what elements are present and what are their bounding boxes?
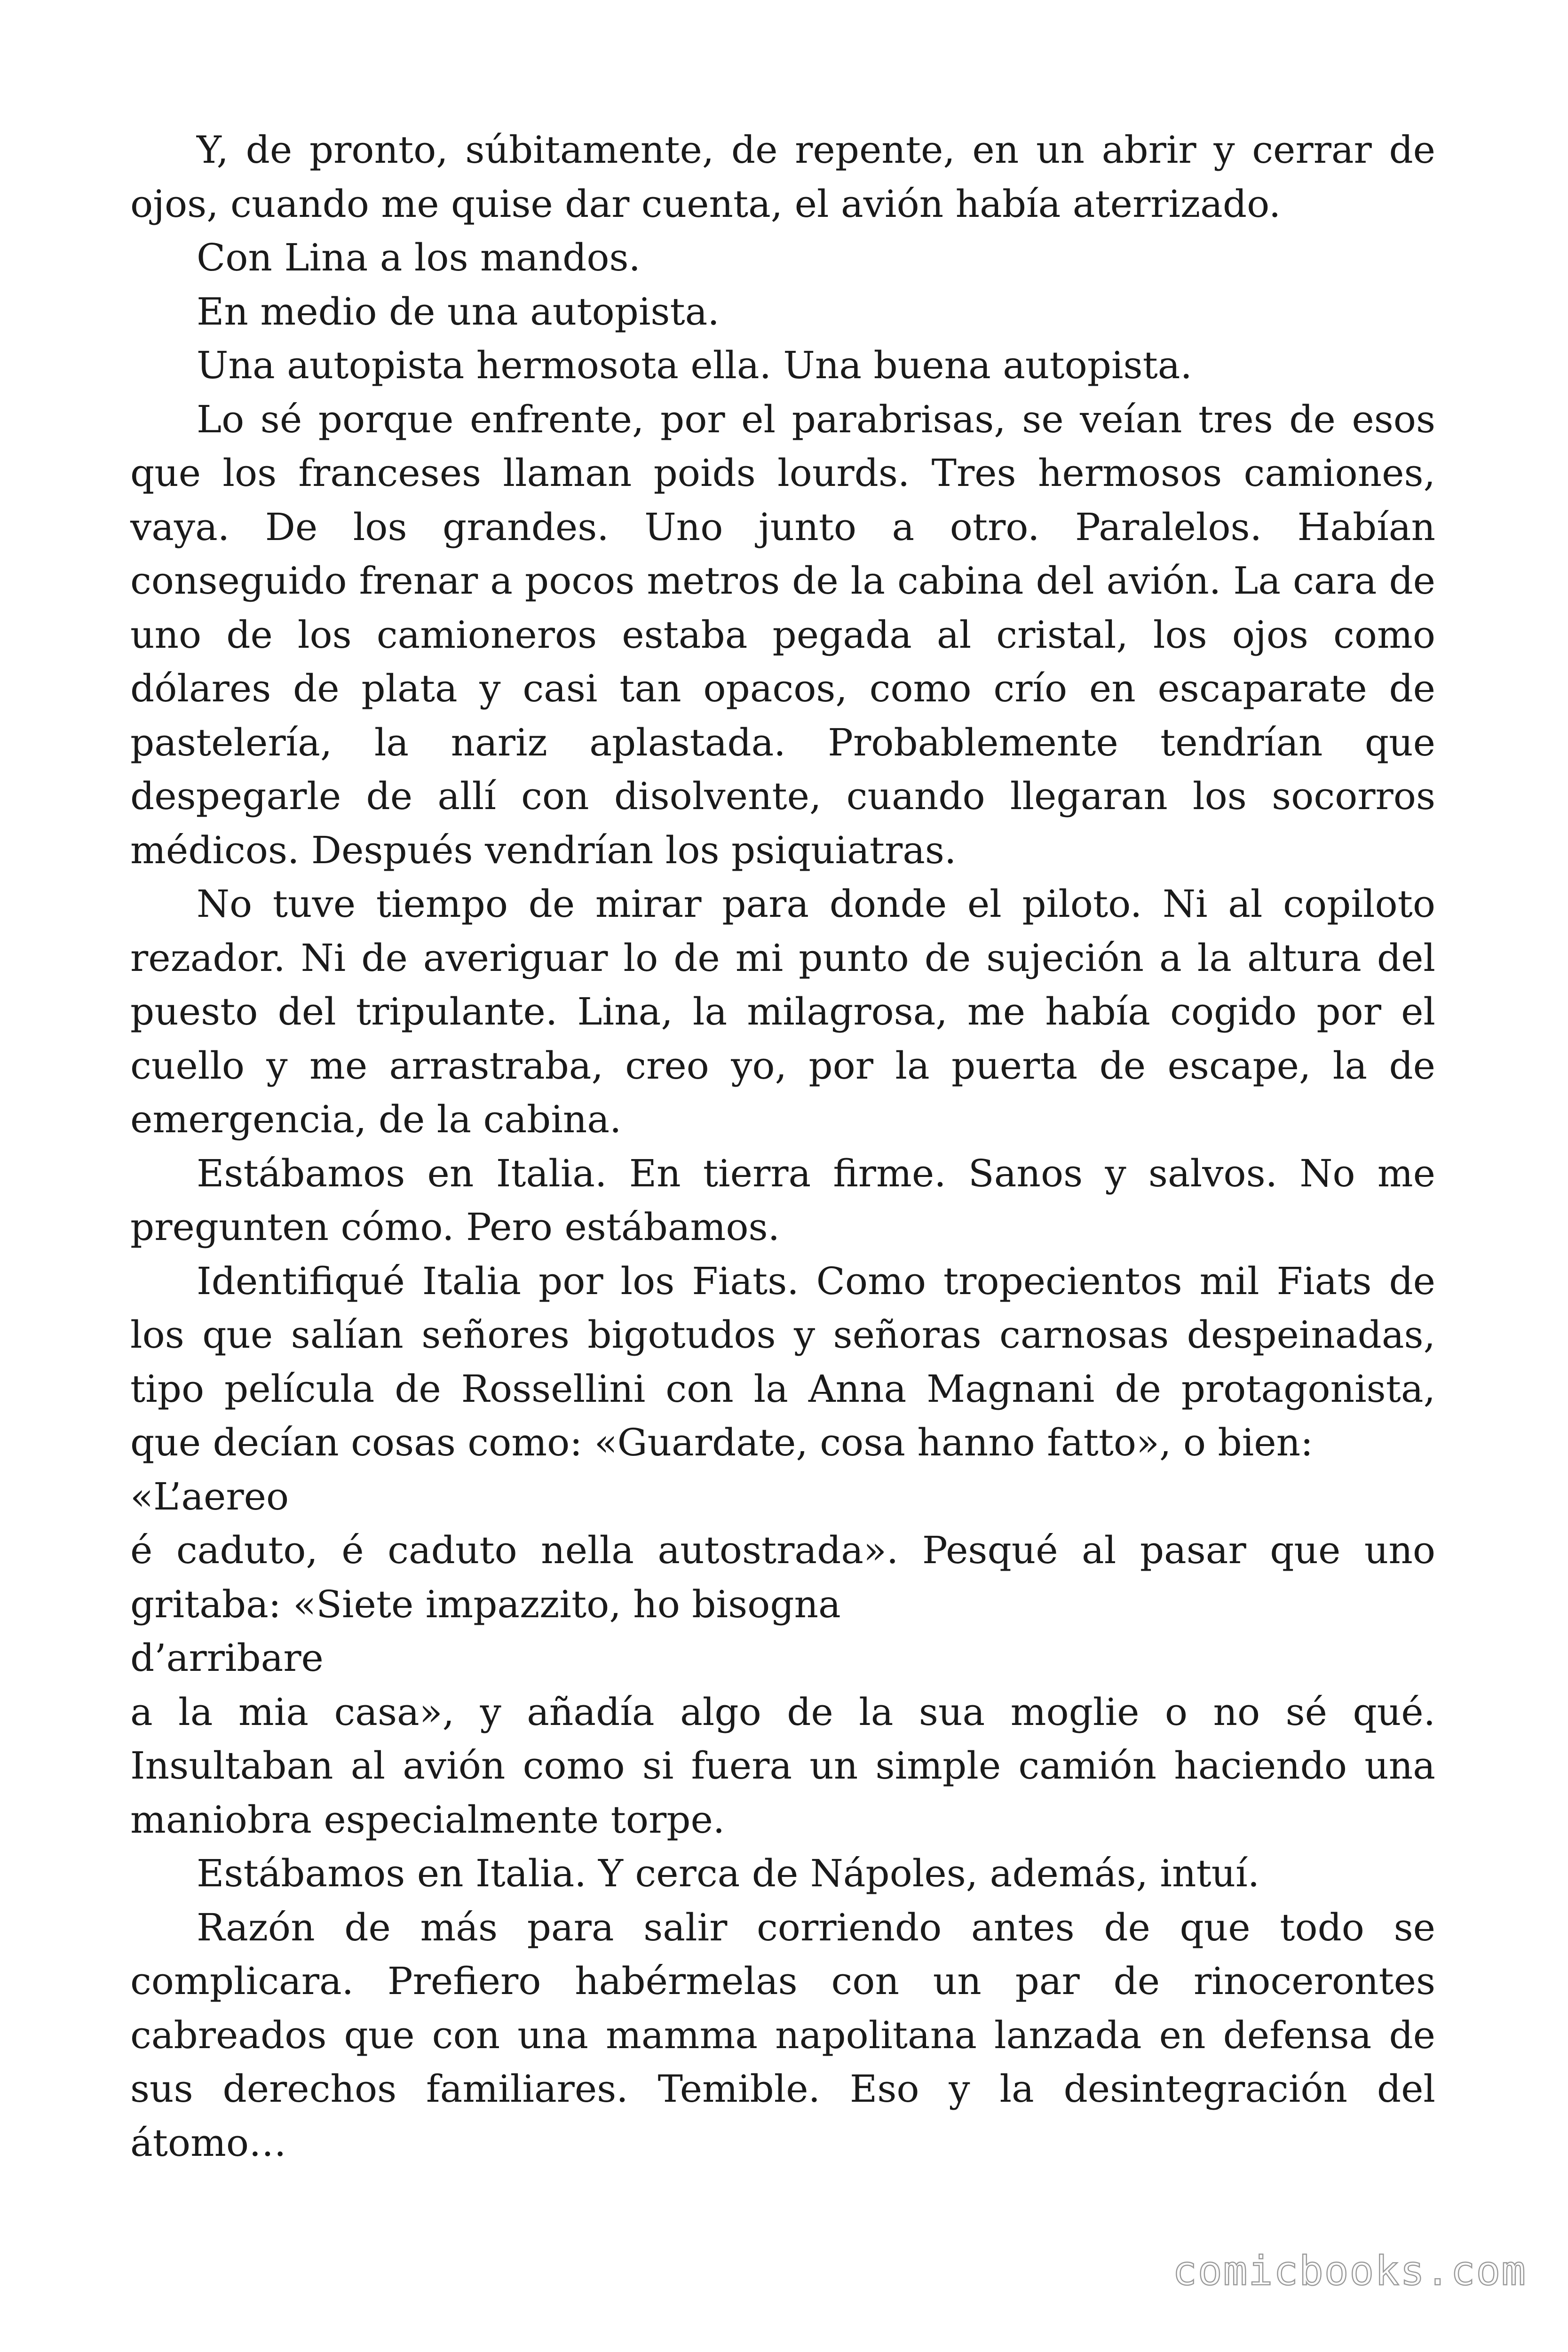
paragraph: d’arribare: [130, 1636, 324, 1680]
paragraph: Estábamos en Italia. Y cerca de Nápoles, además, intuí.: [197, 1851, 1260, 1895]
paragraph: «L’aereo: [130, 1474, 289, 1518]
paragraph: Lo sé porque enfrente, por el parabrisas, se veían tres de esos que los franceses llaman poids lourds. Tres hermosos camiones, vaya. De los grandes. Uno junto a otro. Paralelos. Habían conseguido frenar a pocos metros de la cabina del avión. La cara de uno de los camioneros estaba pegada al cristal, los ojos como dólares de plata y casi tan opacos, como crío en escaparate de pastelería, la nariz aplastada. Probablemente tendrían que despegarle de allí con disolvente, cuando llegaran los socorros médicos. Después vendrían los psiquiatras.: [130, 397, 1435, 872]
paragraph: Una autopista hermosota ella. Una buena autopista.: [197, 343, 1192, 387]
paragraph: Con Lina a los mandos.: [197, 236, 641, 279]
watermark-text: comicbooks.com: [1172, 2248, 1527, 2295]
paragraph: No tuve tiempo de mirar para donde el piloto. Ni al copiloto rezador. Ni de averiguar lo de mi punto de sujeción a la altura del puesto del tripulante. Lina, la milagrosa, me había cogido por el cuello y me arrastraba, creo yo, por la puerta de escape, la de emergencia, de la cabina.: [130, 882, 1435, 1141]
paragraph: Estábamos en Italia. En tierra firme. Sanos y salvos. No me pregunten cómo. Pero estábamos.: [130, 1151, 1435, 1249]
paragraph: Razón de más para salir corriendo antes de que todo se complicara. Prefiero habérmelas con un par de rinocerontes cabreados que con una mamma napolitana lanzada en defensa de sus derechos familiares. Temible. Eso y la desintegración del átomo…: [130, 1905, 1435, 2165]
paragraph: En medio de una autopista.: [197, 289, 720, 334]
body-text: [130, 123, 1435, 2170]
paragraph: Identifiqué Italia por los Fiats. Como tropecientos mil Fiats de los que salían señores bigotudos y señoras carnosas despeinadas, tipo película de Rossellini con la Anna Magnani de protagonista, que decían cosas como: «Guardate, cosa hanno fatto», o bien:: [130, 1259, 1435, 1464]
paragraph: a la mia casa», y añadía algo de la sua moglie o no sé qué. Insultaban al avión como si fuera un simple camión haciendo una maniobra especialmente torpe.: [130, 1690, 1435, 1842]
paragraph: Y, de pronto, súbitamente, de repente, en un abrir y cerrar de ojos, cuando me quise dar cuenta, el avión había aterrizado.: [130, 128, 1435, 226]
paragraph: é caduto, é caduto nella autostrada». Pesqué al pasar que uno gritaba: «Siete impazzito, ho bisogna: [130, 1528, 1435, 1626]
